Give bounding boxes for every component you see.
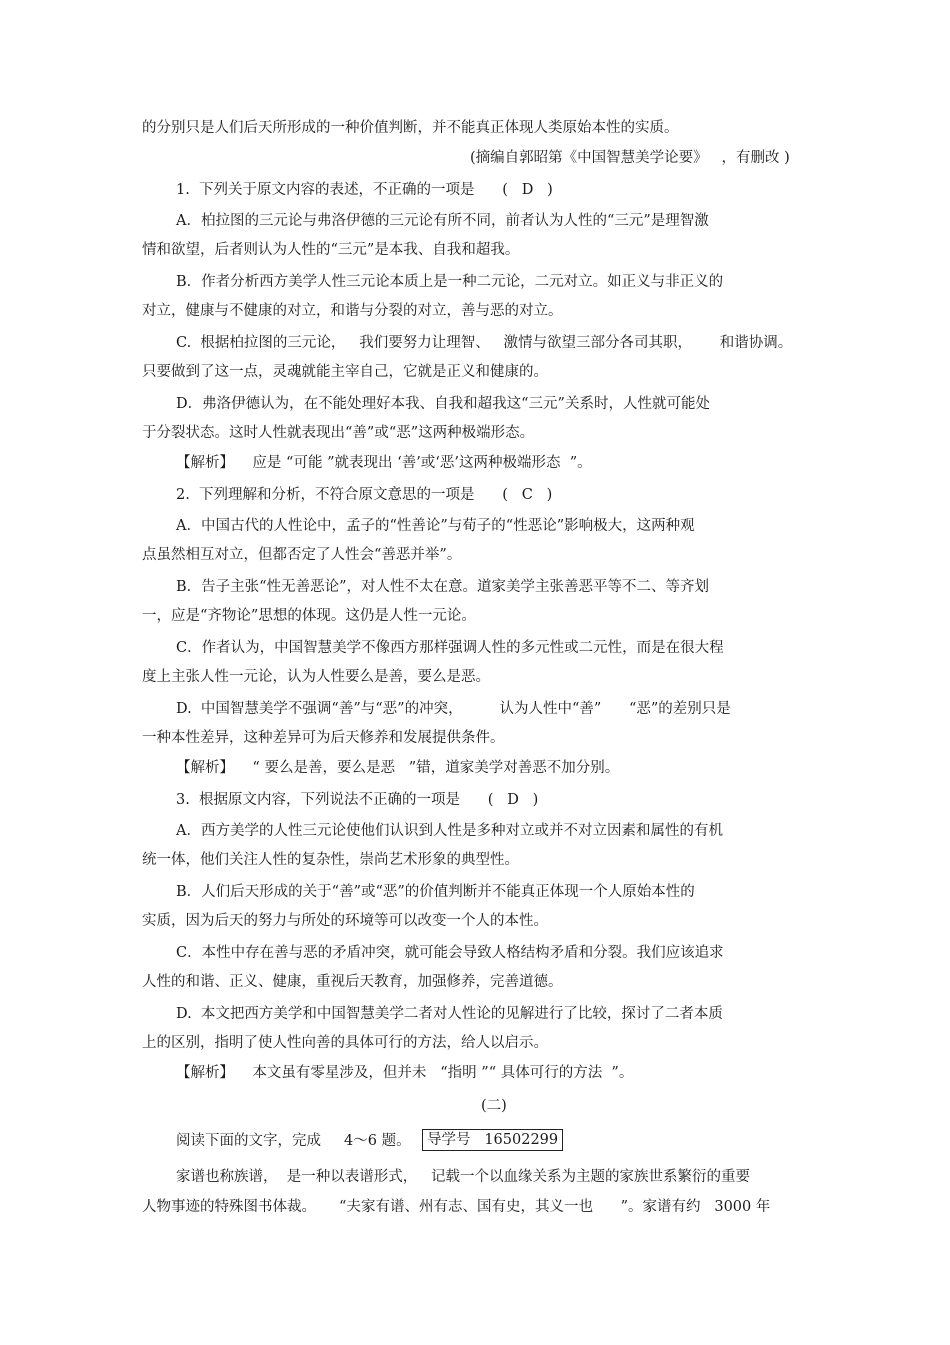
option-text: 只要做到了这一点，灵魂就能主宰自己，它就是正义和健康的。: [142, 364, 548, 380]
option-text: A．中国古代的人性论中，孟子的“性善论”与荀子的“性恶论”影响极大，这两种观: [176, 518, 695, 534]
option-text: A．西方美学的人性三元论使他们认识到人性是多种对立或并不对立因素和属性的有机: [176, 823, 723, 839]
passage-text: 人物事迹的特殊图书体裁。 “夫家有谱、州有志、国有史，其义一也 ”。家谱有约 3000 年: [142, 1199, 771, 1215]
text-line: 的分别只是人们后天所形成的一种价值判断，并不能真正体现人类原始本性的实质。: [142, 120, 679, 136]
option-text: B．作者分析西方美学人性三元论本质上是一种二元论，二元对立。如正义与非正义的: [176, 274, 724, 290]
option-text: 一种本性差异，这种差异可为后天修养和发展提供条件。: [142, 730, 505, 746]
option-text: 统一体，他们关注人性的复杂性，崇尚艺术形象的典型性。: [142, 852, 519, 868]
option-text: D. 本文把西方美学和中国智慧美学二者对人性论的见解进行了比较，探讨了二者本质: [176, 1006, 723, 1022]
option-text: 于分裂状态。这时人性就表现出“善”或“恶”这两种极端形态。: [142, 425, 535, 441]
option-text: 度上主张人性一元论，认为人性要么是善，要么是恶。: [142, 669, 490, 685]
option-text: 上的区别，指明了使人性向善的具体可行的方法，给人以启示。: [142, 1035, 548, 1051]
option-text: 情和欲望，后者则认为人性的“三元”是本我、自我和超我。: [142, 242, 520, 258]
option-text: 一，应是“齐物论”思想的体现。这仍是人性一元论。: [142, 608, 476, 624]
option-text: C．本性中存在善与恶的矛盾冲突，就可能会导致人格结构矛盾和分裂。我们应该追求: [176, 945, 724, 961]
option-text: B．告子主张“性无善恶论”，对人性不太在意。道家美学主张善恶平等不二、等齐划: [176, 579, 709, 595]
option-text: D．弗洛伊德认为，在不能处理好本我、自我和超我这“三元”关系时，人性就可能处: [176, 396, 710, 412]
source-citation: (摘编自郭昭第《中国智慧美学论要》 ，有删改 ): [470, 150, 790, 166]
guide-number-box: 导学号 16502299: [422, 1129, 563, 1151]
option-text: A．柏拉图的三元论与弗洛伊德的三元论有所不同，前者认为人性的“三元”是理智激: [176, 213, 709, 229]
analysis-2: 【解析】 “ 要么是善，要么是恶 ”错，道家美学对善恶不加分别。: [176, 760, 620, 776]
option-text: 点虽然相互对立，但都否定了人性会“善恶并举”。: [142, 547, 462, 563]
option-text: 人性的和谐、正义、健康，重视后天教育，加强修养，完善道德。: [142, 974, 563, 990]
question-3: 3. 根据原文内容，下列说法不正确的一项是 ( D ): [176, 792, 539, 808]
option-text: B．人们后天形成的关于“善”或“恶”的价值判断并不能真正体现一个人原始本性的: [176, 884, 695, 900]
option-text: D. 中国智慧美学不强调“善”与“恶”的冲突， 认为人性中“善” “恶”的差别只是: [176, 701, 731, 717]
option-text: 实质，因为后天的努力与所处的环境等可以改变一个人的本性。: [142, 913, 548, 929]
analysis-1: 【解析】 应是 “可能 ”就表现出 ‘善’或‘恶’这两种极端形态 ”。: [176, 455, 592, 471]
analysis-3: 【解析】 本文虽有零星涉及，但并未 “指明 ”“ 具体可行的方法 ”。: [176, 1065, 634, 1081]
passage-text: 家谱也称族谱， 是一种以表谱形式， 记载一个以血缘关系为主题的家族世系繁衍的重要: [176, 1169, 751, 1185]
option-text: 对立，健康与不健康的对立，和谐与分裂的对立，善与恶的对立。: [142, 303, 563, 319]
question-2: 2. 下列理解和分析，不符合原文意思的一项是 ( C ): [176, 487, 553, 503]
question-1: 1. 下列关于原文内容的表述，不正确的一项是 ( D ): [176, 182, 553, 198]
option-text: C. 根据柏拉图的三元论， 我们要努力让理智、 激情与欲望三部分各司其职， 和谐协调。: [176, 335, 793, 351]
reading-instruction: 阅读下面的文字，完成 4～6 题。: [176, 1133, 411, 1149]
option-text: C．作者认为，中国智慧美学不像西方那样强调人性的多元性或二元性，而是在很大程: [176, 640, 724, 656]
section-heading: (二): [481, 1098, 507, 1114]
